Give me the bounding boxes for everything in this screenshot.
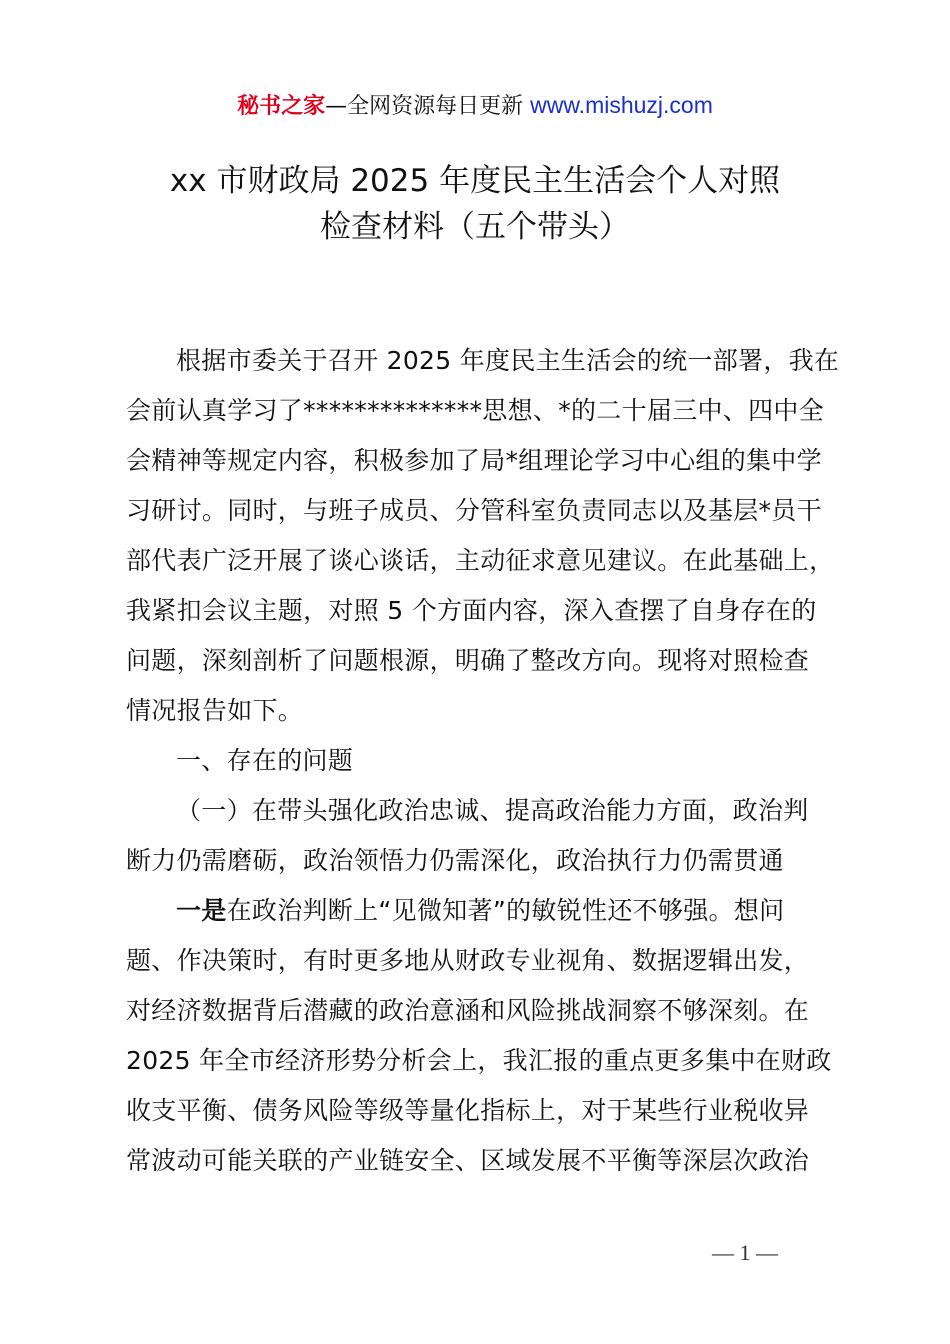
point-line: 2025 年全市经济形势分析会上，我汇报的重点更多集中在财政 — [126, 1046, 832, 1075]
site-url-link[interactable]: www.mishuzj.com — [530, 92, 713, 118]
document-title — [100, 158, 850, 250]
point-line: 常波动可能关联的产业链安全、区域发展不平衡等深层次政治 — [126, 1146, 810, 1175]
point-line: 题、作决策时，有时更多地从财政专业视角、数据逻辑出发， — [126, 946, 810, 975]
intro-line: 部代表广泛开展了谈心谈话，主动征求意见建议。在此基础上， — [126, 546, 835, 575]
section-heading-text: 一、存在的问题 — [176, 746, 354, 775]
intro-line: 根据市委关于召开 2025 年度民主生活会的统一部署，我在 — [176, 346, 840, 375]
title-line-2: 检查材料（五个带头） — [320, 209, 630, 245]
point-line: 对经济数据背后潜藏的政治意涵和风险挑战洞察不够深刻。在 — [126, 996, 810, 1025]
intro-line: 会精神等规定内容，积极参加了局*组理论学习中心组的集中学 — [126, 446, 822, 475]
point-line-text: 在政治判断上“见微知著”的敏锐性还不够强。想问 — [226, 896, 785, 925]
subsection-line: （一）在带头强化政治忠诚、提高政治能力方面，政治判 — [176, 796, 809, 825]
title-line-1: xx 市财政局 2025 年度民主生活会个人对照 — [169, 163, 781, 199]
page-number: — 1 — — [712, 1240, 778, 1265]
intro-paragraph — [126, 336, 840, 736]
site-header — [0, 88, 950, 124]
document-body — [126, 336, 840, 1186]
point-lead: 一是 — [176, 896, 227, 925]
section-heading — [126, 736, 832, 786]
point-paragraph — [126, 886, 832, 1186]
intro-line: 问题，深刻剖析了问题根源，明确了整改方向。现将对照检查 — [126, 646, 810, 675]
brand-name: 秘书之家 — [237, 94, 326, 119]
intro-line: 习研讨。同时，与班子成员、分管科室负责同志以及基层*员干 — [126, 496, 822, 525]
subsection-line: 断力仍需磨砺，政治领悟力仍需深化，政治执行力仍需贯通 — [126, 846, 784, 875]
point-line — [126, 886, 832, 936]
intro-line: 我紧扣会议主题，对照 5 个方面内容，深入查摆了自身存在的 — [126, 596, 817, 625]
point-line: 收支平衡、债务风险等级等量化指标上，对于某些行业税收异 — [126, 1096, 810, 1125]
subsection-heading — [126, 786, 832, 886]
intro-line: 情况报告如下。 — [126, 696, 304, 725]
intro-line: 会前认真学习了**************思想、*的二十届三中、四中全 — [126, 396, 825, 425]
header-tagline: —全网资源每日更新 — [325, 94, 524, 119]
